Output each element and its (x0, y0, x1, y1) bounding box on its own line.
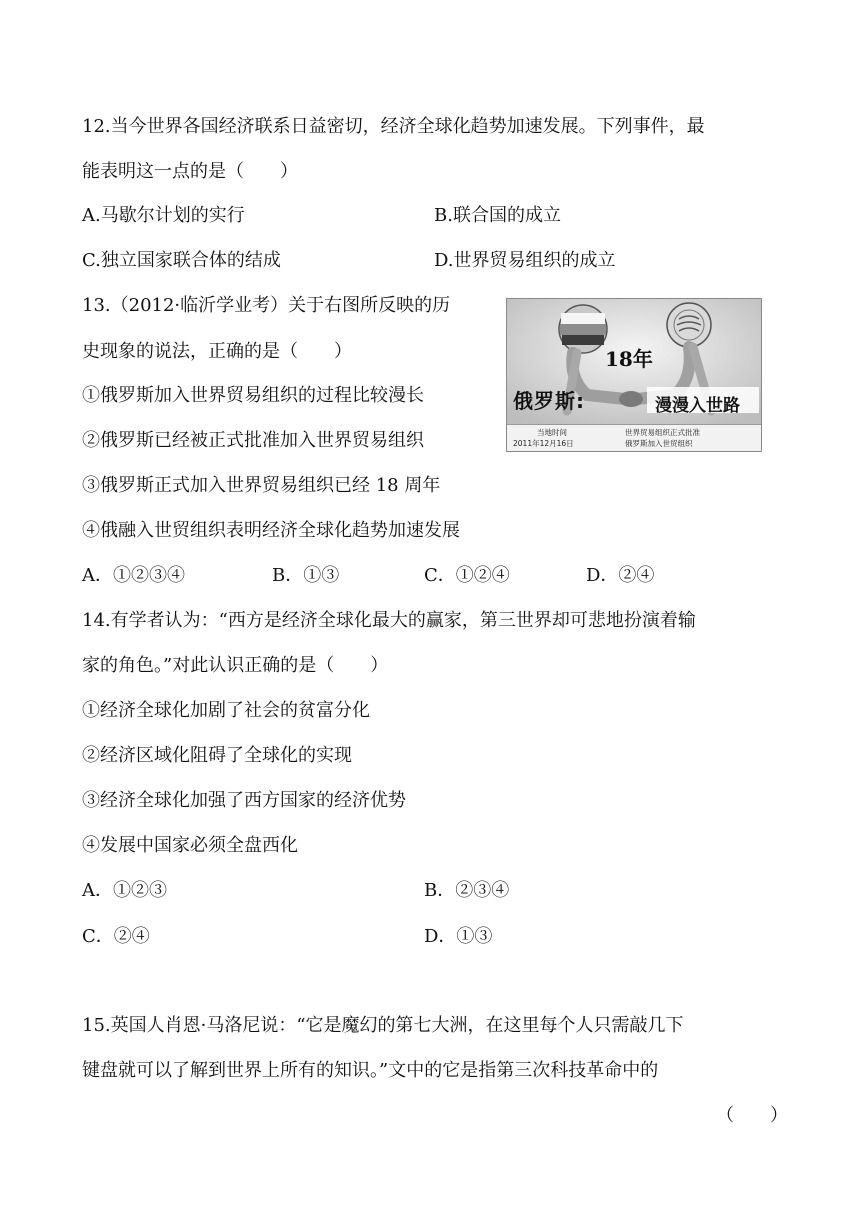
q14-option-d: D．①③ (424, 926, 493, 947)
q12-option-d: D.世界贸易组织的成立 (434, 250, 616, 271)
q15-answer-bracket: （ ） (716, 1105, 788, 1126)
q13-stem-line2: 史现象的说法，正确的是（ ） (82, 341, 352, 362)
q13-option-b: B．①③ (272, 565, 340, 586)
q13-option-a: A．①②③④ (82, 565, 185, 586)
q14-statement-4: ④发展中国家必须全盘西化 (82, 835, 298, 856)
q12-stem-line2: 能表明这一点的是（ ） (82, 161, 298, 182)
q14-statement-3: ③经济全球化加强了西方国家的经济优势 (82, 790, 406, 811)
q12-stem-line1: 12.当今世界各国经济联系日益密切，经济全球化趋势加速发展。下列事件，最 (82, 116, 705, 137)
q14-option-a: A．①②③ (82, 880, 167, 901)
cartoon-caption-table (507, 424, 761, 451)
q13-option-d: D．②④ (586, 565, 655, 586)
q13-statement-4: ④俄融入世贸组织表明经济全球化趋势加速发展 (82, 520, 460, 541)
russia-wto-cartoon (506, 298, 762, 452)
q12-option-c: C.独立国家联合体的结成 (82, 250, 281, 271)
q14-statement-1: ①经济全球化加剧了社会的贫富分化 (82, 700, 370, 721)
q14-option-c: C．②④ (82, 926, 150, 947)
q13-stem-line1: 13.（2012·临沂学业考）关于右图所反映的历 (82, 295, 451, 316)
cartoon-years-label: 18年 (605, 347, 653, 371)
q13-statement-3: ③俄罗斯正式加入世界贸易组织已经 18 周年 (82, 475, 441, 496)
cartoon-title-road: 漫漫入世路 (655, 396, 740, 416)
q13-option-c: C．①②④ (424, 565, 510, 586)
caption-col1-value: 2011年12月16日 (513, 439, 574, 448)
caption-col1-head: 当地时间 (537, 428, 567, 437)
q15-stem-line2: 键盘就可以了解到世界上所有的知识。”文中的它是指第三次科技革命中的 (82, 1060, 659, 1081)
caption-col2-value: 俄罗斯加入世贸组织 (625, 439, 693, 448)
q14-statement-2: ②经济区域化阻碍了全球化的实现 (82, 745, 352, 766)
q12-option-b: B.联合国的成立 (434, 205, 561, 226)
q14-stem-line1: 14.有学者认为：“西方是经济全球化最大的赢家，第三世界却可悲地扮演着输 (82, 610, 696, 631)
q13-statement-2: ②俄罗斯已经被正式批准加入世界贸易组织 (82, 430, 424, 451)
q15-stem-line1: 15.英国人肖恩·马洛尼说：“它是魔幻的第七大洲，在这里每个人只需敲几下 (82, 1015, 684, 1036)
q14-option-b: B．②③④ (424, 880, 510, 901)
q14-stem-line2: 家的角色。”对此认识正确的是（ ） (82, 655, 389, 676)
cartoon-title-russia: 俄罗斯: (513, 389, 585, 413)
caption-col2-head: 世界贸易组织正式批准 (625, 428, 700, 437)
q12-option-a: A.马歇尔计划的实行 (82, 205, 245, 226)
q13-statement-1: ①俄罗斯加入世界贸易组织的过程比较漫长 (82, 385, 424, 406)
